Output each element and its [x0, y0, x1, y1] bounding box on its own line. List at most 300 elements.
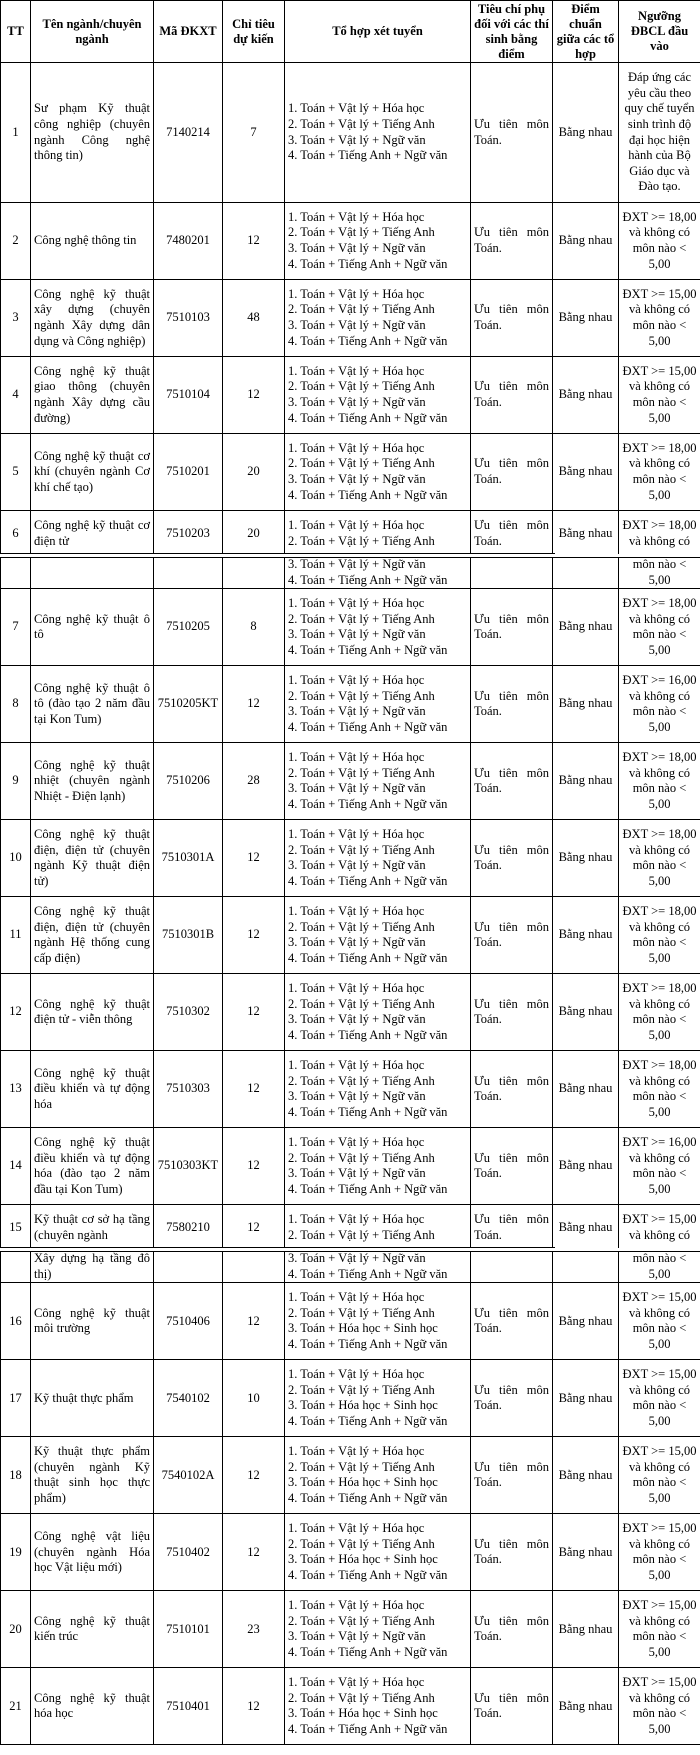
quota: 20 [223, 511, 285, 557]
table-row [1, 1251, 700, 1283]
combination-item: 2. Toán + Vật lý + Tiếng Anh [288, 996, 435, 1011]
major-code: 7510203 [154, 511, 223, 557]
row-number: 21 [1, 1668, 31, 1745]
major-name: Công nghệ kỹ thuật giao thông (chuyên ngành Xây dựng cầu đường) [31, 357, 154, 434]
table-row [1, 1668, 700, 1745]
quota [223, 1251, 285, 1283]
combination-item: 2. Toán + Vật lý + Tiếng Anh [288, 1613, 435, 1628]
row-number: 7 [1, 589, 31, 666]
quota: 12 [223, 203, 285, 280]
combination-item: 2. Toán + Vật lý + Tiếng Anh [288, 379, 435, 394]
major-name: Công nghệ kỹ thuật ô tô (đào tạo 2 năm đầu tại Kon Tum) [31, 666, 154, 743]
score-difference: Bằng nhau [553, 974, 619, 1051]
quality-floor: ĐXT >= 18,00 và không có môn nào < 5,00 [619, 974, 700, 1051]
major-code: 7540102A [154, 1437, 223, 1514]
tiebreak-criterion: Ưu tiên môn Toán. [471, 434, 553, 511]
table-row [1, 1360, 700, 1437]
quota: 7 [223, 63, 285, 203]
tiebreak-criterion [471, 557, 553, 589]
quota: 12 [223, 1283, 285, 1360]
combination-item: 1. Toán + Vật lý + Hóa học [288, 1675, 425, 1690]
combination-item: 1. Toán + Vật lý + Hóa học [288, 596, 425, 610]
combinations [285, 1437, 471, 1514]
quality-floor: ĐXT >= 15,00 và không có môn nào < 5,00 [619, 1514, 700, 1591]
row-number: 13 [1, 1051, 31, 1128]
quality-floor: ĐXT >= 18,00 và không có môn nào < 5,00 [619, 820, 700, 897]
major-code [154, 1251, 223, 1283]
combination-item: 4. Toán + Tiếng Anh + Ngữ văn [288, 487, 448, 502]
major-code: 7510303 [154, 1051, 223, 1128]
header-score-difference: Điểm chuẩn giữa các tổ hợp [553, 1, 619, 63]
header-tiebreak: Tiêu chí phụ đối với các thí sinh bằng điểm [471, 1, 553, 63]
table-row [1, 434, 700, 511]
quality-floor: Đáp ứng các yêu cầu theo quy chế tuyển sinh trình độ đại học hiện hành của Bộ Giáo dục và Đào tạo. [619, 63, 700, 203]
major-code: 7510103 [154, 280, 223, 357]
table-row [1, 1437, 700, 1514]
combination-item: 2. Toán + Vật lý + Tiếng Anh [288, 1536, 435, 1551]
score-difference: Bằng nhau [553, 1128, 619, 1205]
combinations [285, 203, 471, 280]
score-difference: Bằng nhau [553, 280, 619, 357]
combination-item: 2. Toán + Vật lý + Tiếng Anh [288, 225, 435, 240]
major-name: Công nghệ kỹ thuật điều khiển và tự động hóa (đào tạo 2 năm đầu tại Kon Tum) [31, 1128, 154, 1205]
tiebreak-criterion: Ưu tiên môn Toán. [471, 589, 553, 666]
combinations [285, 63, 471, 203]
combination-item: 4. Toán + Tiếng Anh + Ngữ văn [288, 572, 448, 587]
quota: 23 [223, 1591, 285, 1668]
combination-item: 3. Toán + Vật lý + Ngữ văn [288, 627, 426, 642]
table-row [1, 63, 700, 203]
combination-item: 4. Toán + Tiếng Anh + Ngữ văn [288, 1644, 448, 1659]
major-name: Công nghệ vật liệu (chuyên ngành Hóa học Vật liệu mới) [31, 1514, 154, 1591]
major-name: Công nghệ thông tin [31, 203, 154, 280]
table-row [1, 1051, 700, 1128]
combination-item: 1. Toán + Vật lý + Hóa học [288, 981, 425, 995]
score-difference: Bằng nhau [553, 897, 619, 974]
combination-item: 3. Toán + Hóa học + Sinh học [288, 1475, 438, 1490]
combination-item: 2. Toán + Vật lý + Tiếng Anh [288, 116, 435, 131]
combination-item: 2. Toán + Vật lý + Tiếng Anh [288, 688, 435, 703]
score-difference: Bằng nhau [553, 511, 619, 557]
row-number: 8 [1, 666, 31, 743]
major-name: Kỹ thuật thực phẩm (chuyên ngành Kỹ thuật sinh học thực phẩm) [31, 1437, 154, 1514]
row-number: 4 [1, 357, 31, 434]
combinations [285, 1051, 471, 1128]
quota: 12 [223, 897, 285, 974]
major-name: Công nghệ kỹ thuật điện tử - viễn thông [31, 974, 154, 1051]
combination-item: 1. Toán + Vật lý + Hóa học [288, 286, 425, 301]
combination-item: 1. Toán + Vật lý + Hóa học [288, 1521, 425, 1536]
tiebreak-criterion: Ưu tiên môn Toán. [471, 1591, 553, 1668]
combinations [285, 743, 471, 820]
combination-item: 2. Toán + Vật lý + Tiếng Anh [288, 1690, 435, 1705]
header-combinations: Tổ hợp xét tuyển [285, 1, 471, 63]
combination-item: 1. Toán + Vật lý + Hóa học [288, 517, 425, 532]
quota: 12 [223, 1668, 285, 1745]
combination-item: 1. Toán + Vật lý + Hóa học [288, 750, 425, 764]
score-difference: Bằng nhau [553, 1283, 619, 1360]
table-row [1, 511, 700, 557]
major-name: Công nghệ kỹ thuật kiến trúc [31, 1591, 154, 1668]
row-number: 17 [1, 1360, 31, 1437]
combination-item: 1. Toán + Vật lý + Hóa học [288, 101, 425, 116]
quality-floor: môn nào < 5,00 [619, 1251, 700, 1283]
tiebreak-criterion: Ưu tiên môn Toán. [471, 1283, 553, 1360]
major-name: Công nghệ kỹ thuật điều khiển và tự động hóa [31, 1051, 154, 1128]
score-difference: Bằng nhau [553, 63, 619, 203]
combination-item: 4. Toán + Tiếng Anh + Ngữ văn [288, 796, 448, 811]
table-row [1, 1591, 700, 1668]
row-number: 16 [1, 1283, 31, 1360]
combination-item: 3. Toán + Hóa học + Sinh học [288, 1552, 438, 1567]
combinations [285, 589, 471, 666]
score-difference: Bằng nhau [553, 1360, 619, 1437]
combination-item: 3. Toán + Vật lý + Ngữ văn [288, 781, 426, 796]
combinations [285, 897, 471, 974]
header-quality-floor: Ngưỡng ĐBCL đầu vào [619, 1, 700, 63]
major-name: Sư phạm Kỹ thuật công nghiệp (chuyên ngành Công nghệ thông tin) [31, 63, 154, 203]
combination-item: 4. Toán + Tiếng Anh + Ngữ văn [288, 333, 448, 348]
combination-item: 4. Toán + Tiếng Anh + Ngữ văn [288, 256, 448, 271]
tiebreak-criterion: Ưu tiên môn Toán. [471, 1360, 553, 1437]
combinations [285, 1591, 471, 1668]
major-name: Công nghệ kỹ thuật xây dựng (chuyên ngành Xây dựng dân dụng và Công nghiệp) [31, 280, 154, 357]
major-name: Xây dựng hạ tầng đô thị) [31, 1251, 154, 1283]
row-number [1, 557, 31, 589]
table-row [1, 974, 700, 1051]
combination-item: 2. Toán + Vật lý + Tiếng Anh [288, 919, 435, 934]
combination-item: 4. Toán + Tiếng Anh + Ngữ văn [288, 642, 448, 657]
combination-item: 4. Toán + Tiếng Anh + Ngữ văn [288, 1490, 448, 1505]
page-break-rule [0, 1251, 700, 1252]
row-number: 3 [1, 280, 31, 357]
quota: 12 [223, 1128, 285, 1205]
combination-item: 3. Toán + Vật lý + Ngữ văn [288, 318, 426, 332]
tiebreak-criterion: Ưu tiên môn Toán. [471, 1514, 553, 1591]
combination-item: 3. Toán + Vật lý + Ngữ văn [288, 1251, 426, 1266]
major-name: Công nghệ kỹ thuật môi trường [31, 1283, 154, 1360]
row-number [1, 1251, 31, 1283]
combination-item: 4. Toán + Tiếng Anh + Ngữ văn [288, 1721, 448, 1736]
quota: 20 [223, 434, 285, 511]
quality-floor: ĐXT >= 16,00 và không có môn nào < 5,00 [619, 1128, 700, 1205]
major-name: Công nghệ kỹ thuật cơ điện tử [31, 511, 154, 557]
major-code [154, 557, 223, 589]
tiebreak-criterion: Ưu tiên môn Toán. [471, 1205, 553, 1251]
combination-item: 2. Toán + Vật lý + Tiếng Anh [288, 533, 435, 548]
quality-floor: ĐXT >= 18,00 và không có môn nào < 5,00 [619, 589, 700, 666]
row-number: 6 [1, 511, 31, 557]
quality-floor: ĐXT >= 15,00 và không có môn nào < 5,00 [619, 1437, 700, 1514]
major-code: 7140214 [154, 63, 223, 203]
combinations [285, 1668, 471, 1745]
combinations [285, 1128, 471, 1205]
table-header-row [1, 1, 700, 63]
page-break-rule [0, 1247, 555, 1248]
quality-floor: ĐXT >= 18,00 và không có môn nào < 5,00 [619, 1051, 700, 1128]
combination-item: 3. Toán + Vật lý + Ngữ văn [288, 935, 426, 950]
combination-item: 4. Toán + Tiếng Anh + Ngữ văn [288, 1104, 448, 1119]
tiebreak-criterion: Ưu tiên môn Toán. [471, 1128, 553, 1205]
combination-item: 3. Toán + Vật lý + Ngữ văn [288, 395, 426, 409]
quality-floor: ĐXT >= 18,00 và không có môn nào < 5,00 [619, 897, 700, 974]
score-difference: Bằng nhau [553, 434, 619, 511]
quality-floor: ĐXT >= 15,00 và không có môn nào < 5,00 [619, 1283, 700, 1360]
combination-item: 2. Toán + Vật lý + Tiếng Anh [288, 456, 435, 471]
tiebreak-criterion: Ưu tiên môn Toán. [471, 974, 553, 1051]
major-name [31, 557, 154, 589]
combination-item: 1. Toán + Vật lý + Hóa học [288, 827, 425, 841]
tiebreak-criterion: Ưu tiên môn Toán. [471, 897, 553, 974]
major-code: 7580210 [154, 1205, 223, 1251]
score-difference: Bằng nhau [553, 1514, 619, 1591]
quota: 12 [223, 974, 285, 1051]
combination-item: 3. Toán + Vật lý + Ngữ văn [288, 1629, 426, 1644]
header-quota: Chỉ tiêu dự kiến [223, 1, 285, 63]
major-code: 7540102 [154, 1360, 223, 1437]
quota [223, 557, 285, 589]
combination-item: 1. Toán + Vật lý + Hóa học [288, 363, 425, 378]
score-difference: Bằng nhau [553, 1668, 619, 1745]
combinations [285, 434, 471, 511]
combination-item: 3. Toán + Hóa học + Sinh học [288, 1398, 438, 1413]
combination-item: 1. Toán + Vật lý + Hóa học [288, 1135, 425, 1149]
major-code: 7510205KT [154, 666, 223, 743]
score-difference: Bằng nhau [553, 666, 619, 743]
major-code: 7510302 [154, 974, 223, 1051]
tiebreak-criterion: Ưu tiên môn Toán. [471, 63, 553, 203]
table-row [1, 589, 700, 666]
combinations [285, 1251, 471, 1283]
row-number: 11 [1, 897, 31, 974]
combination-item: 2. Toán + Vật lý + Tiếng Anh [288, 842, 435, 857]
row-number: 12 [1, 974, 31, 1051]
major-name: Công nghệ kỹ thuật cơ khí (chuyên ngành Cơ khí chế tạo) [31, 434, 154, 511]
combination-item: 4. Toán + Tiếng Anh + Ngữ văn [288, 873, 448, 888]
score-difference: Bằng nhau [553, 357, 619, 434]
quality-floor: ĐXT >= 15,00 và không có môn nào < 5,00 [619, 1668, 700, 1745]
combination-item: 4. Toán + Tiếng Anh + Ngữ văn [288, 410, 448, 425]
combination-item: 4. Toán + Tiếng Anh + Ngữ văn [288, 1181, 448, 1196]
combinations [285, 280, 471, 357]
combinations [285, 1283, 471, 1360]
combination-item: 4. Toán + Tiếng Anh + Ngữ văn [288, 1413, 448, 1428]
tiebreak-criterion: Ưu tiên môn Toán. [471, 511, 553, 557]
table-row [1, 357, 700, 434]
quality-floor: ĐXT >= 15,00 và không có môn nào < 5,00 [619, 1360, 700, 1437]
combinations [285, 557, 471, 589]
major-code: 7510301A [154, 820, 223, 897]
combination-item: 3. Toán + Vật lý + Ngữ văn [288, 557, 426, 571]
table-row [1, 666, 700, 743]
combination-item: 4. Toán + Tiếng Anh + Ngữ văn [288, 1266, 448, 1281]
combination-item: 2. Toán + Vật lý + Tiếng Anh [288, 1459, 435, 1474]
combination-item: 4. Toán + Tiếng Anh + Ngữ văn [288, 148, 448, 163]
quota: 10 [223, 1360, 285, 1437]
row-number: 14 [1, 1128, 31, 1205]
combination-item: 3. Toán + Hóa học + Sinh học [288, 1321, 438, 1336]
major-code: 7510206 [154, 743, 223, 820]
combination-item: 1. Toán + Vật lý + Hóa học [288, 209, 425, 224]
quality-floor: ĐXT >= 18,00 và không có môn nào < 5,00 [619, 743, 700, 820]
combination-item: 1. Toán + Vật lý + Hóa học [288, 1058, 425, 1072]
major-name: Công nghệ kỹ thuật nhiệt (chuyên ngành Nhiệt - Điện lạnh) [31, 743, 154, 820]
row-number: 2 [1, 203, 31, 280]
table-row [1, 1205, 700, 1251]
combinations [285, 357, 471, 434]
major-name: Công nghệ kỹ thuật điện, điện tử (chuyên ngành Hệ thống cung cấp điện) [31, 897, 154, 974]
major-name: Kỹ thuật cơ sở hạ tầng (chuyên ngành [31, 1205, 154, 1251]
combination-item: 3. Toán + Vật lý + Ngữ văn [288, 1089, 426, 1104]
row-number: 18 [1, 1437, 31, 1514]
major-name: Kỹ thuật thực phẩm [31, 1360, 154, 1437]
quota: 28 [223, 743, 285, 820]
quality-floor: ĐXT >= 15,00 và không có môn nào < 5,00 [619, 357, 700, 434]
combination-item: 1. Toán + Vật lý + Hóa học [288, 1212, 425, 1227]
major-code: 7510201 [154, 434, 223, 511]
row-number: 10 [1, 820, 31, 897]
combinations [285, 511, 471, 557]
quota: 12 [223, 357, 285, 434]
combination-item: 1. Toán + Vật lý + Hóa học [288, 1367, 425, 1382]
quota: 12 [223, 1514, 285, 1591]
quota: 48 [223, 280, 285, 357]
combinations [285, 666, 471, 743]
combination-item: 1. Toán + Vật lý + Hóa học [288, 904, 425, 918]
combination-item: 2. Toán + Vật lý + Tiếng Anh [288, 1150, 435, 1165]
major-code: 7510406 [154, 1283, 223, 1360]
quality-floor: môn nào < 5,00 [619, 557, 700, 589]
tiebreak-criterion: Ưu tiên môn Toán. [471, 743, 553, 820]
combinations [285, 1514, 471, 1591]
row-number: 19 [1, 1514, 31, 1591]
tiebreak-criterion: Ưu tiên môn Toán. [471, 357, 553, 434]
combination-item: 3. Toán + Hóa học + Sinh học [288, 1706, 438, 1721]
row-number: 5 [1, 434, 31, 511]
score-difference: Bằng nhau [553, 1205, 619, 1251]
quota: 12 [223, 1051, 285, 1128]
tiebreak-criterion: Ưu tiên môn Toán. [471, 203, 553, 280]
score-difference: Bằng nhau [553, 1437, 619, 1514]
score-difference: Bằng nhau [553, 820, 619, 897]
row-number: 1 [1, 63, 31, 203]
quality-floor: ĐXT >= 18,00 và không có môn nào < 5,00 [619, 203, 700, 280]
combination-item: 3. Toán + Vật lý + Ngữ văn [288, 132, 426, 147]
table-row [1, 557, 700, 589]
combination-item: 2. Toán + Vật lý + Tiếng Anh [288, 1073, 435, 1088]
quota: 12 [223, 666, 285, 743]
combination-item: 2. Toán + Vật lý + Tiếng Anh [288, 302, 435, 317]
major-name: Công nghệ kỹ thuật hóa học [31, 1668, 154, 1745]
table-row [1, 820, 700, 897]
combination-item: 3. Toán + Vật lý + Ngữ văn [288, 472, 426, 486]
combination-item: 2. Toán + Vật lý + Tiếng Anh [288, 1227, 435, 1242]
table-row [1, 897, 700, 974]
score-difference: Bằng nhau [553, 203, 619, 280]
major-code: 7510104 [154, 357, 223, 434]
row-number: 20 [1, 1591, 31, 1668]
combination-item: 4. Toán + Tiếng Anh + Ngữ văn [288, 1336, 448, 1351]
combination-item: 3. Toán + Vật lý + Ngữ văn [288, 1012, 426, 1027]
quota: 12 [223, 1437, 285, 1514]
major-name: Công nghệ kỹ thuật điện, điện tử (chuyên ngành Kỹ thuật điện tử) [31, 820, 154, 897]
quota: 12 [223, 820, 285, 897]
score-difference: Bằng nhau [553, 589, 619, 666]
tiebreak-criterion: Ưu tiên môn Toán. [471, 280, 553, 357]
combination-item: 3. Toán + Vật lý + Ngữ văn [288, 704, 426, 719]
page-break-rule [0, 553, 555, 554]
combination-item: 2. Toán + Vật lý + Tiếng Anh [288, 1382, 435, 1397]
header-tt: TT [1, 1, 31, 63]
major-code: 7510101 [154, 1591, 223, 1668]
combinations [285, 820, 471, 897]
combination-item: 1. Toán + Vật lý + Hóa học [288, 440, 425, 455]
table-row [1, 1514, 700, 1591]
combination-item: 1. Toán + Vật lý + Hóa học [288, 1598, 425, 1613]
major-code: 7510401 [154, 1668, 223, 1745]
combinations [285, 974, 471, 1051]
tiebreak-criterion: Ưu tiên môn Toán. [471, 1051, 553, 1128]
tiebreak-criterion [471, 1251, 553, 1283]
combination-item: 4. Toán + Tiếng Anh + Ngữ văn [288, 1027, 448, 1042]
table-row [1, 1128, 700, 1205]
combination-item: 1. Toán + Vật lý + Hóa học [288, 1290, 425, 1305]
row-number: 9 [1, 743, 31, 820]
major-code: 7510301B [154, 897, 223, 974]
combination-item: 1. Toán + Vật lý + Hóa học [288, 1444, 425, 1459]
score-difference [553, 557, 619, 589]
combination-item: 2. Toán + Vật lý + Tiếng Anh [288, 611, 435, 626]
combination-item: 3. Toán + Vật lý + Ngữ văn [288, 1166, 426, 1181]
quality-floor: ĐXT >= 16,00 và không có môn nào < 5,00 [619, 666, 700, 743]
major-code: 7510402 [154, 1514, 223, 1591]
tiebreak-criterion: Ưu tiên môn Toán. [471, 1437, 553, 1514]
combination-item: 4. Toán + Tiếng Anh + Ngữ văn [288, 1567, 448, 1582]
score-difference: Bằng nhau [553, 1591, 619, 1668]
quality-floor: ĐXT >= 18,00 và không có [619, 511, 700, 557]
quality-floor: ĐXT >= 15,00 và không có môn nào < 5,00 [619, 1591, 700, 1668]
major-code: 7480201 [154, 203, 223, 280]
combination-item: 2. Toán + Vật lý + Tiếng Anh [288, 1305, 435, 1320]
combination-item: 4. Toán + Tiếng Anh + Ngữ văn [288, 950, 448, 965]
combination-item: 4. Toán + Tiếng Anh + Ngữ văn [288, 719, 448, 734]
table-row [1, 1283, 700, 1360]
combination-item: 3. Toán + Vật lý + Ngữ văn [288, 858, 426, 873]
header-major-name: Tên ngành/chuyên ngành [31, 1, 154, 63]
table-row [1, 743, 700, 820]
quality-floor: ĐXT >= 15,00 và không có môn nào < 5,00 [619, 280, 700, 357]
combination-item: 1. Toán + Vật lý + Hóa học [288, 673, 425, 687]
score-difference: Bằng nhau [553, 1051, 619, 1128]
combinations [285, 1205, 471, 1251]
combinations [285, 1360, 471, 1437]
tiebreak-criterion: Ưu tiên môn Toán. [471, 820, 553, 897]
quota: 12 [223, 1205, 285, 1251]
major-name: Công nghệ kỹ thuật ô tô [31, 589, 154, 666]
score-difference: Bằng nhau [553, 743, 619, 820]
combination-item: 2. Toán + Vật lý + Tiếng Anh [288, 765, 435, 780]
tiebreak-criterion: Ưu tiên môn Toán. [471, 666, 553, 743]
quota: 8 [223, 589, 285, 666]
major-code: 7510205 [154, 589, 223, 666]
quality-floor: ĐXT >= 18,00 và không có môn nào < 5,00 [619, 434, 700, 511]
combination-item: 3. Toán + Vật lý + Ngữ văn [288, 241, 426, 255]
table-row [1, 203, 700, 280]
score-difference [553, 1251, 619, 1283]
table-row [1, 280, 700, 357]
quality-floor: ĐXT >= 15,00 và không có [619, 1205, 700, 1251]
header-code: Mã ĐKXT [154, 1, 223, 63]
